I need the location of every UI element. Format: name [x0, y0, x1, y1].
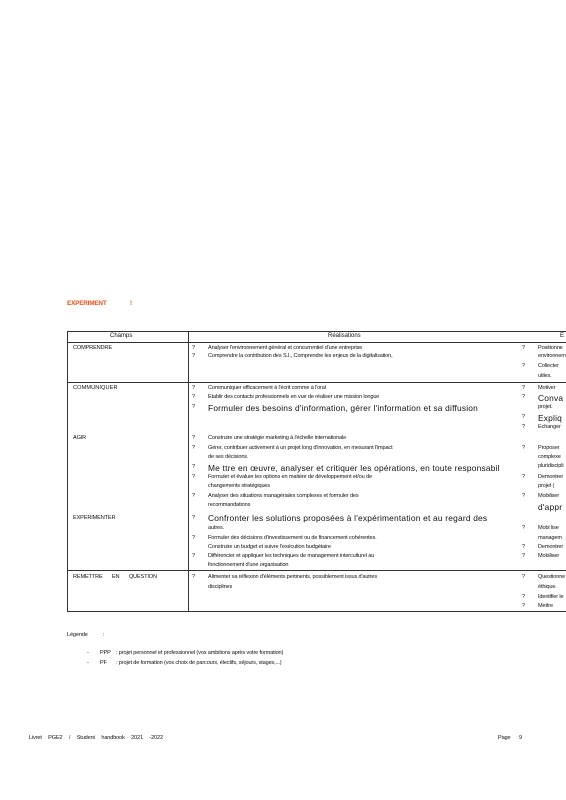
- header-evaluation: E: [560, 333, 565, 339]
- realisation-item: Alimenter sa réflexion d'éléments pertinents, possiblement issus d'autres: [208, 574, 378, 580]
- right-item: managem: [538, 535, 562, 541]
- bullet-glyph: ?: [522, 594, 526, 600]
- bullet-glyph: ?: [192, 435, 196, 441]
- bullet-glyph: ?: [522, 525, 526, 531]
- bullet-glyph: ?: [192, 553, 196, 559]
- right-item: Identifier le: [538, 594, 564, 600]
- right-item: pluridiscipli: [538, 463, 564, 469]
- bullet-glyph: ?: [522, 603, 526, 609]
- bullet-glyph: ?: [192, 404, 196, 410]
- champ-label: EXPERIMENTER: [73, 515, 116, 521]
- header-champs: Champs: [110, 333, 133, 339]
- bullet-glyph: ?: [522, 445, 526, 451]
- champ-label: COMMUNIQUER: [73, 385, 118, 391]
- right-item: complexe: [538, 454, 561, 460]
- realisation-item: de ses décisions.: [208, 454, 249, 460]
- bullet-glyph: ?: [192, 574, 196, 580]
- bullet-glyph: ?: [522, 414, 526, 420]
- right-item: Mobi lise: [538, 525, 559, 531]
- row-divider: [67, 570, 566, 571]
- row-divider: [67, 382, 566, 383]
- right-item: Positionne: [538, 345, 563, 351]
- right-item: Questionne: [538, 574, 566, 580]
- right-item: d'appr: [538, 502, 563, 512]
- champ-label: REMETTRE EN QUESTION: [73, 574, 157, 580]
- section-title: EXPERIMENT: [67, 300, 107, 307]
- section-mark: !: [130, 300, 133, 307]
- right-item: éthique.: [538, 584, 557, 590]
- right-item: Mobiliser: [538, 493, 560, 499]
- realisation-item: Formuler des besoins d'information, gérer l'information et sa diffusion: [208, 403, 479, 413]
- legend-code: PPP: [100, 650, 111, 656]
- table-border-left: [67, 331, 68, 611]
- realisation-item: fonctionnement d'une organisation: [208, 562, 289, 568]
- right-item: Expliq: [538, 413, 563, 423]
- header-realisations: Réalisations: [328, 333, 361, 339]
- right-item: utiles.: [538, 373, 552, 379]
- right-item: Collecter: [538, 363, 559, 369]
- champ-label: AGIR: [73, 435, 87, 441]
- realisation-item: recommandations: [208, 502, 251, 508]
- table-border-top: [67, 331, 566, 332]
- bullet-glyph: ?: [522, 394, 526, 400]
- table-header-divider: [67, 342, 566, 343]
- table-border-bottom: [67, 611, 566, 612]
- right-item: Mobiliser: [538, 553, 560, 559]
- bullet-glyph: ?: [192, 493, 196, 499]
- column-divider: [188, 331, 189, 611]
- right-item: environnem: [538, 353, 566, 359]
- realisation-item: Différencier et appliquer les techniques de management interculturel au: [208, 553, 375, 559]
- right-item: Motiver: [538, 385, 556, 391]
- champ-label: COMPRENDRE: [73, 345, 112, 351]
- right-item: Echanger: [538, 424, 561, 430]
- bullet-glyph: ?: [192, 445, 196, 451]
- bullet-glyph: ?: [522, 544, 526, 550]
- realisation-item: Me ttre en œuvre, analyser et critiquer les opérations, en toute responsabil: [208, 463, 500, 473]
- realisation-item: Formuler des décisions d'investissement ou de financement cohérentes.: [208, 535, 377, 541]
- bullet-glyph: ?: [192, 474, 196, 480]
- bullet-glyph: ?: [522, 493, 526, 499]
- bullet-glyph: ?: [522, 385, 526, 391]
- bullet-glyph: ?: [192, 345, 196, 351]
- legend-dash: -: [87, 660, 89, 666]
- right-item: projet (: [538, 483, 555, 489]
- legend-title: Légende: [67, 632, 88, 638]
- bullet-glyph: ?: [192, 394, 196, 400]
- realisation-item: Formuler et évaluer les options en matière de développement et/ou de: [208, 474, 372, 480]
- right-item: Proposer: [538, 445, 560, 451]
- bullet-glyph: ?: [192, 385, 196, 391]
- bullet-glyph: ?: [192, 535, 196, 541]
- bullet-glyph: ?: [522, 553, 526, 559]
- right-item: projet.: [538, 404, 553, 410]
- realisation-item: Construire une stratégie marketing à l'échelle internationale: [208, 435, 347, 441]
- realisation-item: Gérer, contribuer activement à un projet long d'innovation, en mesurant l'impact: [208, 445, 393, 451]
- right-item: Demontrer: [538, 544, 564, 550]
- legend-dash: -: [87, 650, 89, 656]
- bullet-glyph: ?: [192, 464, 196, 470]
- right-item: Conva: [538, 393, 564, 403]
- bullet-glyph: ?: [522, 345, 526, 351]
- legend-colon: :: [103, 632, 105, 638]
- right-item: Mettre: [538, 603, 553, 609]
- realisation-item: disciplines: [208, 584, 233, 590]
- bullet-glyph: ?: [522, 363, 526, 369]
- footer-left: Livret PGE2 / Student handbook 2021 -2022: [29, 735, 163, 741]
- footer-page-label: Page: [498, 735, 511, 741]
- realisation-item: Construire un budget et suivre l'exécution budgétaire: [208, 544, 331, 550]
- realisation-item: Analyser l'environnement général et concurrentiel d'une entreprise: [208, 345, 363, 351]
- realisation-item: Analyser des situations managériales complexes et formuler des: [208, 493, 359, 499]
- right-item: Demontrer: [538, 474, 564, 480]
- realisation-item: autres.: [208, 525, 225, 531]
- footer-page-number: 9: [519, 735, 522, 741]
- legend-text: : projet de formation (vos choix de parcours, électifs, séjours, stages,...): [116, 660, 282, 666]
- realisation-item: changements stratégiques: [208, 483, 271, 489]
- realisation-item: Etablir des contacts professionnels en vue de réaliser une mission longue: [208, 394, 380, 400]
- bullet-glyph: ?: [522, 474, 526, 480]
- legend-code: PF: [100, 660, 107, 666]
- realisation-item: Comprendre la contribution des S.I., Comprendre les enjeux de la digitalisation,: [208, 353, 393, 359]
- bullet-glyph: ?: [522, 574, 526, 580]
- bullet-glyph: ?: [192, 515, 196, 521]
- realisation-item: Confronter les solutions proposées à l'expérimentation et au regard des: [208, 513, 488, 523]
- legend-text: : projet personnel et professionnel (vos ambitions après votre formation): [116, 650, 284, 656]
- realisation-item: Communiquer efficacement à l'écrit comme à l'oral: [208, 385, 326, 391]
- bullet-glyph: ?: [522, 424, 526, 430]
- bullet-glyph: ?: [192, 353, 196, 359]
